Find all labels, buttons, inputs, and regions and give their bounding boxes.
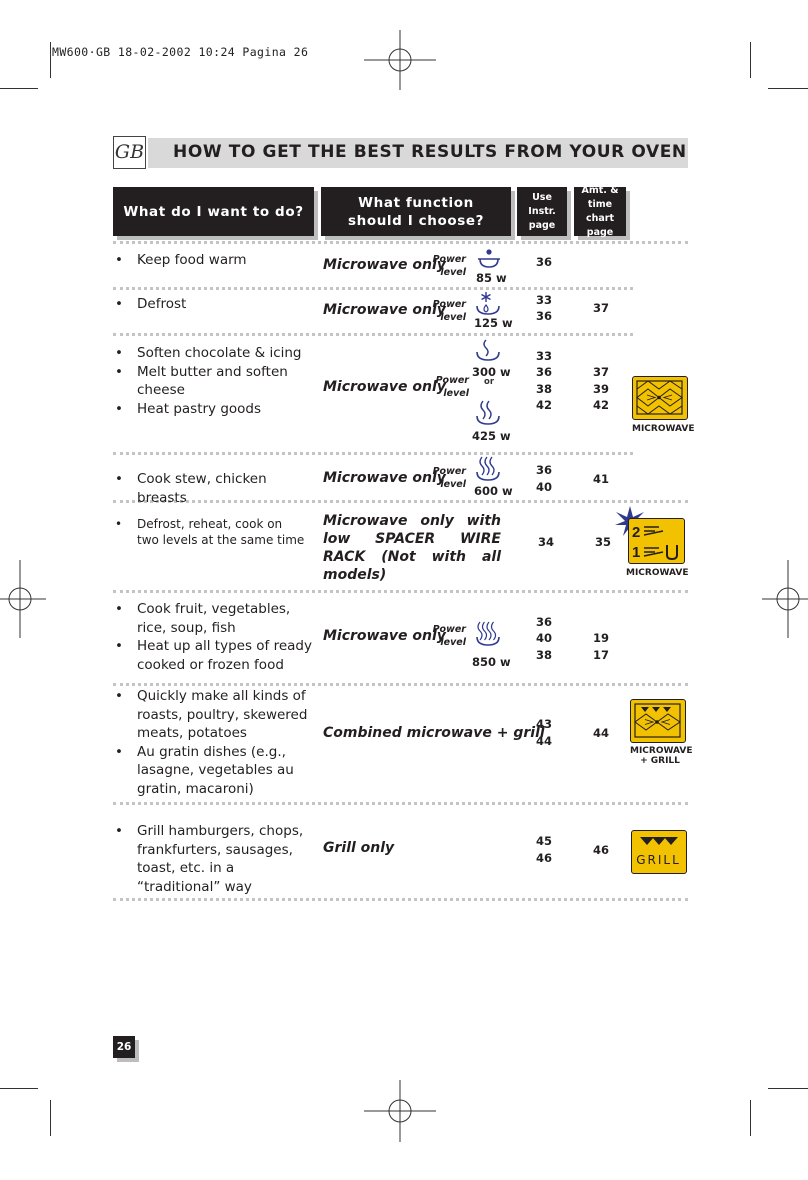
power-watts: 425 w: [472, 429, 511, 443]
instr-page: 44: [535, 734, 552, 748]
task-list: [115, 600, 315, 674]
power-watts: 300 w: [472, 365, 511, 379]
power-watts: 85 w: [476, 271, 507, 285]
function-label: Microwave only: [323, 379, 446, 395]
row-divider: [113, 898, 688, 901]
cook-power-icon: [474, 455, 504, 483]
task-item: • Quickly make all kinds of roasts, poultry, skewered meats, potatoes: [115, 687, 315, 743]
row-divider: [113, 590, 688, 593]
power-watts: 125 w: [474, 316, 513, 330]
task-item: • Cook stew, chicken breasts: [115, 470, 315, 507]
power-watts: 850 w: [472, 655, 511, 669]
full-power-icon: [474, 620, 504, 648]
task-list: [115, 344, 315, 418]
registration-mark-icon: [762, 560, 808, 638]
instr-page: 36: [535, 255, 552, 269]
header-chart-label: Amt. & time chart page: [581, 184, 619, 238]
function-label: Microwave only: [323, 257, 446, 273]
microwave-rack-badge-label: MICROWAVE: [626, 568, 689, 578]
microwave-icon: [633, 377, 686, 418]
microwave-badge: [632, 376, 688, 420]
print-slug: MW600·GB 18-02-2002 10:24 Pagina 26: [52, 45, 309, 59]
task-item: • Defrost: [115, 295, 310, 314]
row-divider: [113, 802, 688, 805]
crop-mark: [0, 88, 38, 89]
registration-mark-icon: [364, 30, 436, 90]
crop-mark: [50, 1100, 51, 1136]
header-instr: [517, 187, 567, 236]
task-list: [115, 687, 315, 798]
function-label: Microwave only with low SPACER WIRE RACK (Not with all models): [323, 513, 501, 583]
row-divider: [113, 287, 633, 290]
task-item: • Melt butter and soften cheese: [115, 363, 315, 400]
instr-page: 46: [535, 851, 552, 865]
instr-page: 33: [535, 293, 552, 307]
chart-page: 17: [592, 648, 609, 662]
level-top-label: 2: [632, 524, 641, 541]
header-chart: [574, 184, 626, 238]
grill-badge: [631, 830, 687, 874]
crop-mark: [768, 1088, 808, 1089]
chart-page: 37: [592, 301, 609, 315]
power-level-label: Power level: [435, 375, 469, 399]
registration-mark-icon: [0, 560, 46, 638]
level-bottom-label: 1: [632, 544, 641, 561]
page-title: HOW TO GET THE BEST RESULTS FROM YOUR OVEN: [173, 142, 687, 162]
chart-page: 19: [592, 631, 609, 645]
function-label: Microwave only: [323, 302, 446, 318]
instr-page: 40: [535, 480, 552, 494]
power-level-label: Power level: [432, 624, 466, 648]
page-number: 26: [113, 1036, 135, 1058]
task-item: • Keep food warm: [115, 251, 310, 270]
task-list: [115, 251, 310, 270]
header-function-label: What function should I choose?: [347, 194, 485, 229]
function-label: Combined microwave + grill: [323, 725, 545, 741]
instr-page: 42: [535, 398, 552, 412]
instr-page: 38: [535, 382, 552, 396]
power-level-label: Power level: [432, 466, 466, 490]
task-item: • Grill hamburgers, chops, frankfurters, sausages, toast, etc. in a “traditional” way: [115, 822, 315, 896]
microwave-rack-badge: [628, 518, 685, 564]
crop-mark: [750, 42, 751, 78]
power-level-label: Power level: [432, 299, 466, 323]
function-label: Microwave only: [323, 628, 446, 644]
crop-mark: [0, 1088, 38, 1089]
row-divider: [113, 452, 633, 455]
crop-mark: [768, 88, 808, 89]
two-level-rack-icon: [629, 519, 683, 562]
task-item: • Defrost, reheat, cook on two levels at the same time: [115, 516, 305, 548]
instr-page: 45: [535, 834, 552, 848]
task-item: • Heat pastry goods: [115, 400, 315, 419]
warm-power-icon: [474, 248, 504, 270]
soften-power-icon: [474, 338, 504, 364]
task-list: [115, 516, 305, 548]
grill-badge-label: GRILL: [636, 853, 681, 867]
function-label: Microwave only: [323, 470, 446, 486]
defrost-power-icon: [474, 291, 504, 317]
chart-page: 42: [592, 398, 609, 412]
chart-page: 35: [594, 535, 611, 549]
crop-mark: [750, 1100, 751, 1136]
row-divider: [113, 333, 633, 336]
instr-page: 36: [535, 463, 552, 477]
row-divider: [113, 683, 688, 686]
task-item: • Cook fruit, vegetables, rice, soup, fish: [115, 600, 315, 637]
chart-page: 46: [592, 843, 609, 857]
power-level-label: Power level: [432, 254, 466, 278]
combi-badge-label-2: + GRILL: [640, 756, 680, 766]
registration-mark-icon: [364, 1080, 436, 1142]
instr-page: 34: [537, 535, 554, 549]
or-label: or: [484, 377, 495, 387]
heat-power-icon: [474, 399, 504, 427]
chart-page: 41: [592, 472, 609, 486]
row-divider: [113, 241, 688, 244]
function-label: Grill only: [323, 840, 395, 856]
language-tag: GB: [113, 136, 146, 169]
task-item: • Heat up all types of ready cooked or frozen food: [115, 637, 315, 674]
combi-badge: [630, 699, 686, 743]
chart-page: 37: [592, 365, 609, 379]
microwave-grill-icon: [631, 700, 684, 741]
instr-page: 38: [535, 648, 552, 662]
instr-page: 36: [535, 615, 552, 629]
task-item: • Soften chocolate & icing: [115, 344, 315, 363]
header-task: [113, 187, 314, 236]
chart-page: 39: [592, 382, 609, 396]
task-list: [115, 295, 310, 314]
power-watts: 600 w: [474, 484, 513, 498]
header-instr-label: Use Instr. page: [528, 191, 556, 231]
task-item: • Au gratin dishes (e.g., lasagne, vegetables au gratin, macaroni): [115, 743, 315, 799]
chart-page: 44: [592, 726, 609, 740]
combi-badge-label-1: MICROWAVE: [630, 746, 693, 756]
task-list: [115, 470, 315, 507]
header-task-label: What do I want to do?: [123, 203, 304, 220]
instr-page: 36: [535, 309, 552, 323]
instr-page: 40: [535, 631, 552, 645]
header-function: [321, 187, 511, 236]
grill-icon: [632, 831, 685, 851]
crop-mark: [50, 42, 51, 78]
instr-page: 43: [535, 717, 552, 731]
microwave-badge-label: MICROWAVE: [632, 424, 695, 434]
instr-page: 36: [535, 365, 552, 379]
instr-page: 33: [535, 349, 552, 363]
task-list: [115, 822, 315, 896]
